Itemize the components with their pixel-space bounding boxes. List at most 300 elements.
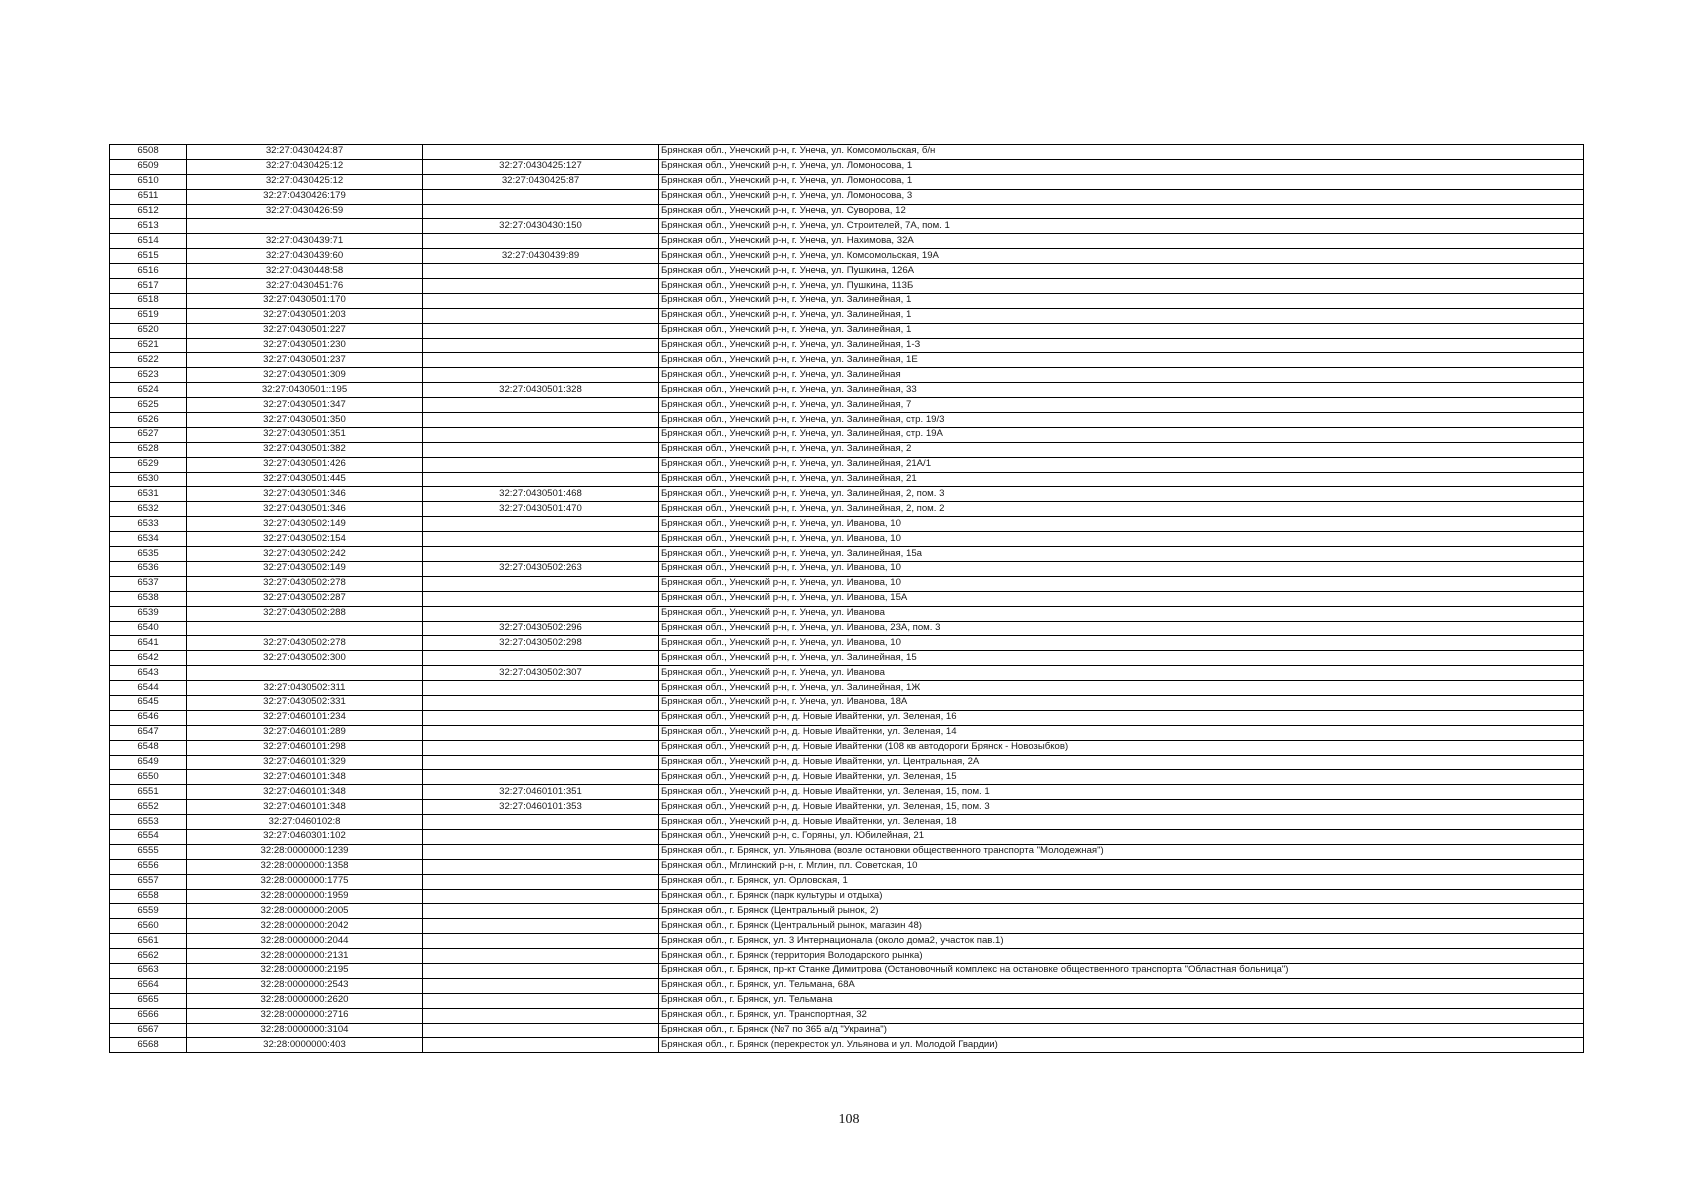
table-row xyxy=(110,1008,1584,1023)
linked-cadastral-number-cell xyxy=(423,204,659,219)
row-number-cell: 6525 xyxy=(110,398,187,413)
table-row xyxy=(110,427,1584,442)
linked-cadastral-number-cell xyxy=(423,844,659,859)
linked-cadastral-number-cell xyxy=(423,457,659,472)
linked-cadastral-number-cell xyxy=(423,189,659,204)
table-row xyxy=(110,145,1584,160)
table-row xyxy=(110,308,1584,323)
address-cell: Брянская обл., Унечский р-н, г. Унеча, ул. Залинейная xyxy=(659,368,1584,383)
cadastral-number-cell: 32:28:0000000:2042 xyxy=(187,919,423,934)
cadastral-number-cell: 32:27:0430424:87 xyxy=(187,145,423,160)
table-row xyxy=(110,338,1584,353)
page-number: 108 xyxy=(838,1112,860,1127)
table-row xyxy=(110,710,1584,725)
row-number-cell: 6548 xyxy=(110,740,187,755)
cadastral-number-cell: 32:28:0000000:1239 xyxy=(187,844,423,859)
address-cell: Брянская обл., г. Брянск (Центральный рынок, 2) xyxy=(659,904,1584,919)
table-row xyxy=(110,815,1584,830)
cadastral-number-cell: 32:27:0430502:287 xyxy=(187,591,423,606)
table-row xyxy=(110,800,1584,815)
table-row xyxy=(110,606,1584,621)
table-row xyxy=(110,561,1584,576)
address-cell: Брянская обл., Унечский р-н, г. Унеча, ул. Залинейная, 1Е xyxy=(659,353,1584,368)
cadastral-number-cell: 32:27:0430501:346 xyxy=(187,502,423,517)
address-cell: Брянская обл., Унечский р-н, г. Унеча, ул. Иванова, 10 xyxy=(659,532,1584,547)
row-number-cell: 6543 xyxy=(110,666,187,681)
row-number-cell: 6537 xyxy=(110,576,187,591)
row-number-cell: 6567 xyxy=(110,1023,187,1038)
linked-cadastral-number-cell xyxy=(423,725,659,740)
row-number-cell: 6546 xyxy=(110,710,187,725)
table-row xyxy=(110,413,1584,428)
table-row xyxy=(110,1038,1584,1053)
table-row xyxy=(110,368,1584,383)
linked-cadastral-number-cell xyxy=(423,695,659,710)
linked-cadastral-number-cell: 32:27:0430501:470 xyxy=(423,502,659,517)
address-cell: Брянская обл., г. Брянск, ул. Тельмана xyxy=(659,993,1584,1008)
address-cell: Брянская обл., Унечский р-н, г. Унеча, ул. Залинейная, 21А/1 xyxy=(659,457,1584,472)
cadastral-number-cell: 32:27:0460101:329 xyxy=(187,755,423,770)
linked-cadastral-number-cell xyxy=(423,606,659,621)
table-row xyxy=(110,517,1584,532)
linked-cadastral-number-cell xyxy=(423,919,659,934)
cadastral-number-cell: 32:28:0000000:1358 xyxy=(187,859,423,874)
cadastral-number-cell: 32:27:0460101:348 xyxy=(187,785,423,800)
cadastral-number-cell: 32:27:0430501:445 xyxy=(187,472,423,487)
address-cell: Брянская обл., Унечский р-н, г. Унеча, ул. Строителей, 7А, пом. 1 xyxy=(659,219,1584,234)
row-number-cell: 6560 xyxy=(110,919,187,934)
address-cell: Брянская обл., Унечский р-н, г. Унеча, ул. Залинейная, 1Ж xyxy=(659,681,1584,696)
row-number-cell: 6526 xyxy=(110,413,187,428)
row-number-cell: 6565 xyxy=(110,993,187,1008)
table-row xyxy=(110,219,1584,234)
address-cell: Брянская обл., г. Брянск (Центральный рынок, магазин 48) xyxy=(659,919,1584,934)
address-cell: Брянская обл., Унечский р-н, г. Унеча, ул. Залинейная, 2 xyxy=(659,442,1584,457)
cadastral-number-cell: 32:28:0000000:2716 xyxy=(187,1008,423,1023)
linked-cadastral-number-cell xyxy=(423,874,659,889)
table-row xyxy=(110,487,1584,502)
table-row xyxy=(110,755,1584,770)
address-cell: Брянская обл., Унечский р-н, г. Унеча, ул. Залинейная, стр. 19А xyxy=(659,427,1584,442)
row-number-cell: 6521 xyxy=(110,338,187,353)
table-row xyxy=(110,189,1584,204)
linked-cadastral-number-cell xyxy=(423,293,659,308)
cadastral-number-cell: 32:27:0430501:170 xyxy=(187,293,423,308)
cadastral-number-cell: 32:27:0430501:350 xyxy=(187,413,423,428)
address-cell: Брянская обл., Унечский р-н, г. Унеча, ул. Ломоносова, 3 xyxy=(659,189,1584,204)
row-number-cell: 6511 xyxy=(110,189,187,204)
address-cell: Брянская обл., Мглинский р-н, г. Мглин, пл. Советская, 10 xyxy=(659,859,1584,874)
property-registry-table xyxy=(109,144,1584,1053)
row-number-cell: 6514 xyxy=(110,234,187,249)
row-number-cell: 6552 xyxy=(110,800,187,815)
address-cell: Брянская обл., Унечский р-н, г. Унеча, ул. Иванова, 10 xyxy=(659,517,1584,532)
linked-cadastral-number-cell xyxy=(423,904,659,919)
address-cell: Брянская обл., Унечский р-н, д. Новые Ивайтенки, ул. Зеленая, 16 xyxy=(659,710,1584,725)
row-number-cell: 6540 xyxy=(110,621,187,636)
row-number-cell: 6535 xyxy=(110,547,187,562)
linked-cadastral-number-cell xyxy=(423,829,659,844)
linked-cadastral-number-cell xyxy=(423,591,659,606)
address-cell: Брянская обл., Унечский р-н, г. Унеча, ул. Иванова, 10 xyxy=(659,636,1584,651)
cadastral-number-cell: 32:27:0460102:8 xyxy=(187,815,423,830)
row-number-cell: 6561 xyxy=(110,934,187,949)
linked-cadastral-number-cell xyxy=(423,934,659,949)
cadastral-number-cell: 32:28:0000000:1775 xyxy=(187,874,423,889)
address-cell: Брянская обл., Унечский р-н, д. Новые Ивайтенки, ул. Зеленая, 15, пом. 1 xyxy=(659,785,1584,800)
row-number-cell: 6549 xyxy=(110,755,187,770)
row-number-cell: 6522 xyxy=(110,353,187,368)
row-number-cell: 6550 xyxy=(110,770,187,785)
row-number-cell: 6518 xyxy=(110,293,187,308)
linked-cadastral-number-cell xyxy=(423,323,659,338)
cadastral-number-cell: 32:28:0000000:2195 xyxy=(187,963,423,978)
address-cell: Брянская обл., г. Брянск (перекресток ул. Ульянова и ул. Молодой Гвардии) xyxy=(659,1038,1584,1053)
address-cell: Брянская обл., Унечский р-н, г. Унеча, ул. Залинейная, 2, пом. 2 xyxy=(659,502,1584,517)
cadastral-number-cell: 32:27:0430502:278 xyxy=(187,576,423,591)
address-cell: Брянская обл., г. Брянск, ул. Орловская, 1 xyxy=(659,874,1584,889)
table-row xyxy=(110,204,1584,219)
cadastral-number-cell xyxy=(187,666,423,681)
table-row xyxy=(110,472,1584,487)
cadastral-number-cell: 32:27:0430502:311 xyxy=(187,681,423,696)
cadastral-number-cell: 32:27:0430501:347 xyxy=(187,398,423,413)
cadastral-number-cell: 32:28:0000000:3104 xyxy=(187,1023,423,1038)
linked-cadastral-number-cell xyxy=(423,1008,659,1023)
cadastral-number-cell: 32:27:0430501:309 xyxy=(187,368,423,383)
cadastral-number-cell: 32:27:0460101:234 xyxy=(187,710,423,725)
row-number-cell: 6509 xyxy=(110,159,187,174)
linked-cadastral-number-cell: 32:27:0460101:353 xyxy=(423,800,659,815)
cadastral-number-cell: 32:27:0430501:230 xyxy=(187,338,423,353)
cadastral-number-cell: 32:27:0430501:237 xyxy=(187,353,423,368)
row-number-cell: 6568 xyxy=(110,1038,187,1053)
address-cell: Брянская обл., Унечский р-н, г. Унеча, ул. Ломоносова, 1 xyxy=(659,174,1584,189)
cadastral-number-cell: 32:27:0430501:227 xyxy=(187,323,423,338)
linked-cadastral-number-cell: 32:27:0430501:468 xyxy=(423,487,659,502)
cadastral-number-cell xyxy=(187,621,423,636)
linked-cadastral-number-cell xyxy=(423,1023,659,1038)
table-row xyxy=(110,993,1584,1008)
address-cell: Брянская обл., г. Брянск (№7 по 365 а/д "Украина") xyxy=(659,1023,1584,1038)
cadastral-number-cell: 32:27:0430502:149 xyxy=(187,561,423,576)
table-row xyxy=(110,978,1584,993)
table-row xyxy=(110,874,1584,889)
address-cell: Брянская обл., Унечский р-н, д. Новые Ивайтенки, ул. Зеленая, 15, пом. 3 xyxy=(659,800,1584,815)
cadastral-number-cell: 32:27:0460101:348 xyxy=(187,800,423,815)
row-number-cell: 6544 xyxy=(110,681,187,696)
row-number-cell: 6520 xyxy=(110,323,187,338)
row-number-cell: 6558 xyxy=(110,889,187,904)
row-number-cell: 6555 xyxy=(110,844,187,859)
row-number-cell: 6542 xyxy=(110,651,187,666)
table-row xyxy=(110,666,1584,681)
table-row xyxy=(110,695,1584,710)
table-row xyxy=(110,293,1584,308)
row-number-cell: 6547 xyxy=(110,725,187,740)
address-cell: Брянская обл., Унечский р-н, д. Новые Ивайтенки, ул. Центральная, 2А xyxy=(659,755,1584,770)
address-cell: Брянская обл., Унечский р-н, г. Унеча, ул. Залинейная, 1 xyxy=(659,323,1584,338)
row-number-cell: 6516 xyxy=(110,264,187,279)
address-cell: Брянская обл., Унечский р-н, г. Унеча, ул. Иванова, 10 xyxy=(659,561,1584,576)
cadastral-number-cell: 32:27:0430502:278 xyxy=(187,636,423,651)
linked-cadastral-number-cell xyxy=(423,770,659,785)
cadastral-number-cell: 32:28:0000000:2131 xyxy=(187,949,423,964)
address-cell: Брянская обл., Унечский р-н, г. Унеча, ул. Залинейная, стр. 19/3 xyxy=(659,413,1584,428)
cadastral-number-cell: 32:27:0430426:59 xyxy=(187,204,423,219)
linked-cadastral-number-cell: 32:27:0430502:296 xyxy=(423,621,659,636)
address-cell: Брянская обл., Унечский р-н, г. Унеча, ул. Пушкина, 113Б xyxy=(659,279,1584,294)
cadastral-number-cell: 32:27:0430502:331 xyxy=(187,695,423,710)
table-row xyxy=(110,889,1584,904)
linked-cadastral-number-cell xyxy=(423,353,659,368)
registry-table-body xyxy=(110,145,1584,1053)
row-number-cell: 6562 xyxy=(110,949,187,964)
cadastral-number-cell: 32:27:0460101:289 xyxy=(187,725,423,740)
table-row xyxy=(110,725,1584,740)
linked-cadastral-number-cell xyxy=(423,308,659,323)
linked-cadastral-number-cell xyxy=(423,963,659,978)
linked-cadastral-number-cell xyxy=(423,1038,659,1053)
row-number-cell: 6541 xyxy=(110,636,187,651)
cadastral-number-cell: 32:27:0430426:179 xyxy=(187,189,423,204)
address-cell: Брянская обл., Унечский р-н, г. Унеча, ул. Залинейная, 7 xyxy=(659,398,1584,413)
cadastral-number-cell: 32:28:0000000:403 xyxy=(187,1038,423,1053)
row-number-cell: 6513 xyxy=(110,219,187,234)
address-cell: Брянская обл., Унечский р-н, д. Новые Ивайтенки (108 кв автодороги Брянск - Новозыбков) xyxy=(659,740,1584,755)
row-number-cell: 6564 xyxy=(110,978,187,993)
linked-cadastral-number-cell xyxy=(423,978,659,993)
address-cell: Брянская обл., Унечский р-н, д. Новые Ивайтенки, ул. Зеленая, 14 xyxy=(659,725,1584,740)
table-row xyxy=(110,963,1584,978)
row-number-cell: 6556 xyxy=(110,859,187,874)
table-row xyxy=(110,1023,1584,1038)
linked-cadastral-number-cell xyxy=(423,398,659,413)
table-row xyxy=(110,949,1584,964)
linked-cadastral-number-cell xyxy=(423,815,659,830)
cadastral-number-cell: 32:27:0430501:426 xyxy=(187,457,423,472)
linked-cadastral-number-cell: 32:27:0430502:263 xyxy=(423,561,659,576)
linked-cadastral-number-cell xyxy=(423,338,659,353)
cadastral-number-cell: 32:28:0000000:2005 xyxy=(187,904,423,919)
linked-cadastral-number-cell xyxy=(423,368,659,383)
address-cell: Брянская обл., Унечский р-н, д. Новые Ивайтенки, ул. Зеленая, 15 xyxy=(659,770,1584,785)
cadastral-number-cell: 32:27:0430502:149 xyxy=(187,517,423,532)
table-row xyxy=(110,442,1584,457)
linked-cadastral-number-cell: 32:27:0460101:351 xyxy=(423,785,659,800)
table-row xyxy=(110,249,1584,264)
table-row xyxy=(110,532,1584,547)
table-row xyxy=(110,919,1584,934)
table-row xyxy=(110,904,1584,919)
address-cell: Брянская обл., Унечский р-н, г. Унеча, ул. Залинейная, 15а xyxy=(659,547,1584,562)
linked-cadastral-number-cell xyxy=(423,710,659,725)
table-row xyxy=(110,770,1584,785)
row-number-cell: 6554 xyxy=(110,829,187,844)
address-cell: Брянская обл., Унечский р-н, с. Горяны, ул. Юбилейная, 21 xyxy=(659,829,1584,844)
cadastral-number-cell: 32:27:0430501::195 xyxy=(187,383,423,398)
linked-cadastral-number-cell xyxy=(423,517,659,532)
cadastral-number-cell: 32:27:0460301:102 xyxy=(187,829,423,844)
row-number-cell: 6566 xyxy=(110,1008,187,1023)
linked-cadastral-number-cell xyxy=(423,889,659,904)
linked-cadastral-number-cell xyxy=(423,740,659,755)
table-row xyxy=(110,159,1584,174)
table-row xyxy=(110,398,1584,413)
row-number-cell: 6529 xyxy=(110,457,187,472)
table-row xyxy=(110,383,1584,398)
row-number-cell: 6532 xyxy=(110,502,187,517)
linked-cadastral-number-cell: 32:27:0430501:328 xyxy=(423,383,659,398)
row-number-cell: 6536 xyxy=(110,561,187,576)
row-number-cell: 6519 xyxy=(110,308,187,323)
linked-cadastral-number-cell xyxy=(423,279,659,294)
row-number-cell: 6531 xyxy=(110,487,187,502)
cadastral-number-cell: 32:27:0430501:382 xyxy=(187,442,423,457)
cadastral-number-cell xyxy=(187,219,423,234)
address-cell: Брянская обл., Унечский р-н, г. Унеча, ул. Нахимова, 32А xyxy=(659,234,1584,249)
linked-cadastral-number-cell: 32:27:0430502:298 xyxy=(423,636,659,651)
linked-cadastral-number-cell xyxy=(423,264,659,279)
address-cell: Брянская обл., г. Брянск, ул. Транспортная, 32 xyxy=(659,1008,1584,1023)
address-cell: Брянская обл., Унечский р-н, г. Унеча, ул. Иванова, 15А xyxy=(659,591,1584,606)
row-number-cell: 6557 xyxy=(110,874,187,889)
address-cell: Брянская обл., г. Брянск, пр-кт Станке Димитрова (Остановочный комплекс на остановке общественного транспорта "Областная больница") xyxy=(659,963,1584,978)
cadastral-number-cell: 32:27:0430501:346 xyxy=(187,487,423,502)
linked-cadastral-number-cell xyxy=(423,755,659,770)
table-row xyxy=(110,174,1584,189)
row-number-cell: 6553 xyxy=(110,815,187,830)
address-cell: Брянская обл., Унечский р-н, г. Унеча, ул. Залинейная, 33 xyxy=(659,383,1584,398)
cadastral-number-cell: 32:27:0430439:60 xyxy=(187,249,423,264)
address-cell: Брянская обл., Унечский р-н, г. Унеча, ул. Комсомольская, б/н xyxy=(659,145,1584,160)
table-row xyxy=(110,279,1584,294)
address-cell: Брянская обл., Унечский р-н, г. Унеча, ул. Иванова xyxy=(659,666,1584,681)
linked-cadastral-number-cell: 32:27:0430502:307 xyxy=(423,666,659,681)
row-number-cell: 6527 xyxy=(110,427,187,442)
table-row xyxy=(110,457,1584,472)
table-row xyxy=(110,621,1584,636)
row-number-cell: 6539 xyxy=(110,606,187,621)
table-row xyxy=(110,591,1584,606)
cadastral-number-cell: 32:27:0430501:351 xyxy=(187,427,423,442)
linked-cadastral-number-cell xyxy=(423,427,659,442)
cadastral-number-cell: 32:27:0430439:71 xyxy=(187,234,423,249)
row-number-cell: 6508 xyxy=(110,145,187,160)
address-cell: Брянская обл., Унечский р-н, г. Унеча, ул. Суворова, 12 xyxy=(659,204,1584,219)
table-row xyxy=(110,785,1584,800)
row-number-cell: 6528 xyxy=(110,442,187,457)
linked-cadastral-number-cell: 32:27:0430425:87 xyxy=(423,174,659,189)
table-row xyxy=(110,934,1584,949)
cadastral-number-cell: 32:27:0430448:58 xyxy=(187,264,423,279)
table-row xyxy=(110,829,1584,844)
linked-cadastral-number-cell xyxy=(423,413,659,428)
linked-cadastral-number-cell xyxy=(423,681,659,696)
address-cell: Брянская обл., Унечский р-н, г. Унеча, ул. Пушкина, 126А xyxy=(659,264,1584,279)
cadastral-number-cell: 32:27:0460101:298 xyxy=(187,740,423,755)
cadastral-number-cell: 32:27:0430502:300 xyxy=(187,651,423,666)
row-number-cell: 6524 xyxy=(110,383,187,398)
row-number-cell: 6517 xyxy=(110,279,187,294)
linked-cadastral-number-cell: 32:27:0430425:127 xyxy=(423,159,659,174)
cadastral-number-cell: 32:27:0430425:12 xyxy=(187,159,423,174)
linked-cadastral-number-cell: 32:27:0430439:89 xyxy=(423,249,659,264)
cadastral-number-cell: 32:28:0000000:2044 xyxy=(187,934,423,949)
cadastral-number-cell: 32:27:0430425:12 xyxy=(187,174,423,189)
address-cell: Брянская обл., г. Брянск, ул. Тельмана, 68А xyxy=(659,978,1584,993)
address-cell: Брянская обл., Унечский р-н, г. Унеча, ул. Ломоносова, 1 xyxy=(659,159,1584,174)
table-row xyxy=(110,264,1584,279)
table-row xyxy=(110,502,1584,517)
address-cell: Брянская обл., Унечский р-н, г. Унеча, ул. Комсомольская, 19А xyxy=(659,249,1584,264)
address-cell: Брянская обл., Унечский р-н, д. Новые Ивайтенки, ул. Зеленая, 18 xyxy=(659,815,1584,830)
row-number-cell: 6534 xyxy=(110,532,187,547)
linked-cadastral-number-cell xyxy=(423,859,659,874)
row-number-cell: 6510 xyxy=(110,174,187,189)
address-cell: Брянская обл., Унечский р-н, г. Унеча, ул. Залинейная, 2, пом. 3 xyxy=(659,487,1584,502)
table-row xyxy=(110,681,1584,696)
row-number-cell: 6559 xyxy=(110,904,187,919)
table-row xyxy=(110,323,1584,338)
cadastral-number-cell: 32:28:0000000:2543 xyxy=(187,978,423,993)
address-cell: Брянская обл., Унечский р-н, г. Унеча, ул. Залинейная, 1 xyxy=(659,308,1584,323)
row-number-cell: 6533 xyxy=(110,517,187,532)
linked-cadastral-number-cell xyxy=(423,472,659,487)
address-cell: Брянская обл., г. Брянск, ул. Ульянова (возле остановки общественного транспорта "Молодежная") xyxy=(659,844,1584,859)
linked-cadastral-number-cell xyxy=(423,949,659,964)
row-number-cell: 6512 xyxy=(110,204,187,219)
row-number-cell: 6530 xyxy=(110,472,187,487)
row-number-cell: 6563 xyxy=(110,963,187,978)
address-cell: Брянская обл., Унечский р-н, г. Унеча, ул. Иванова, 18А xyxy=(659,695,1584,710)
address-cell: Брянская обл., г. Брянск (территория Володарского рынка) xyxy=(659,949,1584,964)
address-cell: Брянская обл., Унечский р-н, г. Унеча, ул. Залинейная, 1-З xyxy=(659,338,1584,353)
table-row xyxy=(110,651,1584,666)
cadastral-number-cell: 32:27:0460101:348 xyxy=(187,770,423,785)
table-row xyxy=(110,576,1584,591)
linked-cadastral-number-cell xyxy=(423,145,659,160)
row-number-cell: 6545 xyxy=(110,695,187,710)
linked-cadastral-number-cell: 32:27:0430430:150 xyxy=(423,219,659,234)
linked-cadastral-number-cell xyxy=(423,532,659,547)
linked-cadastral-number-cell xyxy=(423,442,659,457)
row-number-cell: 6538 xyxy=(110,591,187,606)
address-cell: Брянская обл., Унечский р-н, г. Унеча, ул. Иванова, 10 xyxy=(659,576,1584,591)
cadastral-number-cell: 32:27:0430451:76 xyxy=(187,279,423,294)
address-cell: Брянская обл., г. Брянск (парк культуры и отдыха) xyxy=(659,889,1584,904)
table-row xyxy=(110,234,1584,249)
cadastral-number-cell: 32:27:0430502:288 xyxy=(187,606,423,621)
linked-cadastral-number-cell xyxy=(423,234,659,249)
row-number-cell: 6515 xyxy=(110,249,187,264)
row-number-cell: 6523 xyxy=(110,368,187,383)
table-row xyxy=(110,547,1584,562)
linked-cadastral-number-cell xyxy=(423,576,659,591)
address-cell: Брянская обл., Унечский р-н, г. Унеча, ул. Залинейная, 21 xyxy=(659,472,1584,487)
table-row xyxy=(110,859,1584,874)
cadastral-number-cell: 32:27:0430501:203 xyxy=(187,308,423,323)
table-row xyxy=(110,636,1584,651)
address-cell: Брянская обл., г. Брянск, ул. 3 Интернационала (около дома2, участок пав.1) xyxy=(659,934,1584,949)
row-number-cell: 6551 xyxy=(110,785,187,800)
cadastral-number-cell: 32:27:0430502:154 xyxy=(187,532,423,547)
address-cell: Брянская обл., Унечский р-н, г. Унеча, ул. Иванова xyxy=(659,606,1584,621)
table-row xyxy=(110,844,1584,859)
linked-cadastral-number-cell xyxy=(423,993,659,1008)
cadastral-number-cell: 32:28:0000000:2620 xyxy=(187,993,423,1008)
cadastral-number-cell: 32:27:0430502:242 xyxy=(187,547,423,562)
